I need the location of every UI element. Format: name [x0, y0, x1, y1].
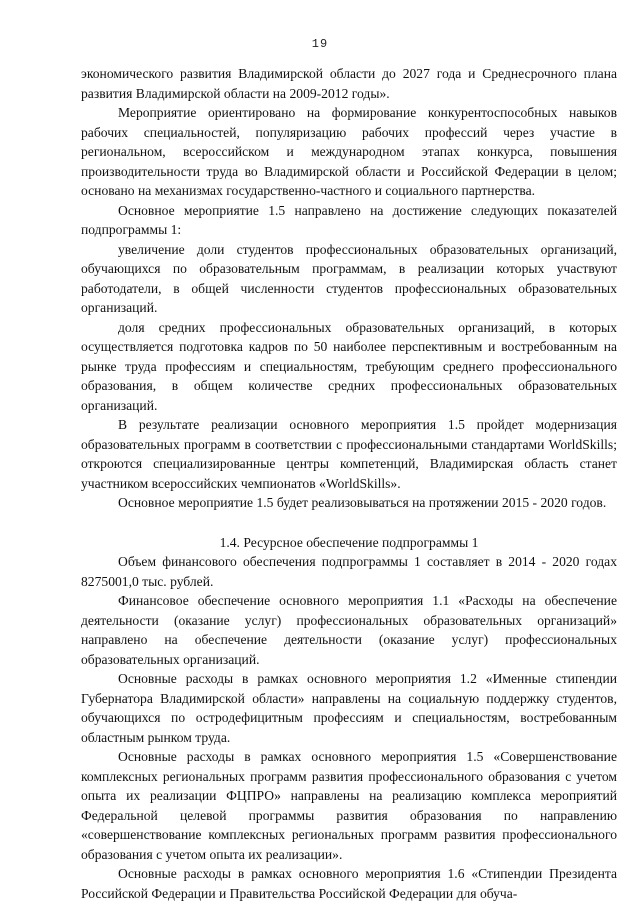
- paragraph-indicator-organizations-share: доля средних профессиональных образовательных организаций, в которых осуществляется подготовка кадров по 50 наиболее перспективным и востребованным на рынке труда профессиям и специальностям, требующим среднего профессионального образования, в общем количестве средних профессиональных образовательных организаций.: [81, 319, 617, 413]
- paragraph-event-orientation: Мероприятие ориентировано на формирование конкурентоспособных навыков рабочих специальностей, популяризацию рабочих профессий через участие в региональном, всероссийском и международном этапах конкурса, повышения производительности труда во Владимирской области и Российской Федерации в целом; основано на механизмах государственно-частного и социального партнерства.: [81, 105, 617, 198]
- paragraph-event-1-5-expenses: Основные расходы в рамках основного мероприятия 1.5 «Совершенствование комплексных региональных программ развития профессионального образования с учетом опыта их реализации ФЦПРО» направлены на реализацию комплекса мероприятий Федеральной целевой программы развития образования по направлению «совершенствование комплексных региональных программ развития профессионального образования с учетом опыта их реализации».: [81, 749, 617, 862]
- section-heading: 1.4. Ресурсное обеспечение подпрограммы 1: [219, 534, 479, 550]
- paragraph-indicator-students-share: увеличение доли студентов профессиональных образовательных организаций, обучающихся по образовательным программам, в реализации которых участвуют работодатели, в общей численности студентов профессиональных образовательных организаций.: [81, 241, 617, 315]
- paragraph-event-1-1-funding: Финансовое обеспечение основного мероприятия 1.1 «Расходы на обеспечение деятельности (оказание услуг) профессиональных образовательных организаций» направлено на обеспечение деятельности (оказание услуг) профессиональных образовательных организаций.: [81, 593, 617, 667]
- paragraph-event-1-2-expenses: Основные расходы в рамках основного мероприятия 1.2 «Именные стипендии Губернатора Владимирской области» направлены на социальную поддержку студентов, обучающихся по остродефицитным профессиям и специальностям, востребованным областным рынком труда.: [81, 671, 617, 745]
- paragraph-implementation-period: Основное мероприятие 1.5 будет реализовываться на протяжении 2015 - 2020 годов.: [118, 495, 607, 510]
- paragraph-indicators-intro: Основное мероприятие 1.5 направлено на достижение следующих показателей подпрограммы 1:: [81, 202, 617, 237]
- paragraph-worldskills-results: В результате реализации основного мероприятия 1.5 пройдет модернизация образовательных программ в соответствии с профессиональными стандартами WorldSkills; откроются специализированные центры компетенций, Владимирская область станет участником всероссийских чемпионатов «WorldSkills».: [81, 417, 617, 491]
- paragraph-funding-volume: Объем финансового обеспечения подпрограммы 1 составляет в 2014 - 2020 годах 8275001,0 тыс. рублей.: [81, 554, 617, 589]
- paragraph-event-1-6-expenses: Основные расходы в рамках основного мероприятия 1.6 «Стипендии Президента Российской Федерации и Правительства Российской Федерации для обуча-: [81, 866, 617, 901]
- paragraph-continuation: экономического развития Владимирской области до 2027 года и Среднесрочного плана развития Владимирской области на 2009-2012 годы».: [81, 66, 617, 101]
- document-body: [81, 64, 617, 903]
- page-number: 19: [311, 37, 329, 51]
